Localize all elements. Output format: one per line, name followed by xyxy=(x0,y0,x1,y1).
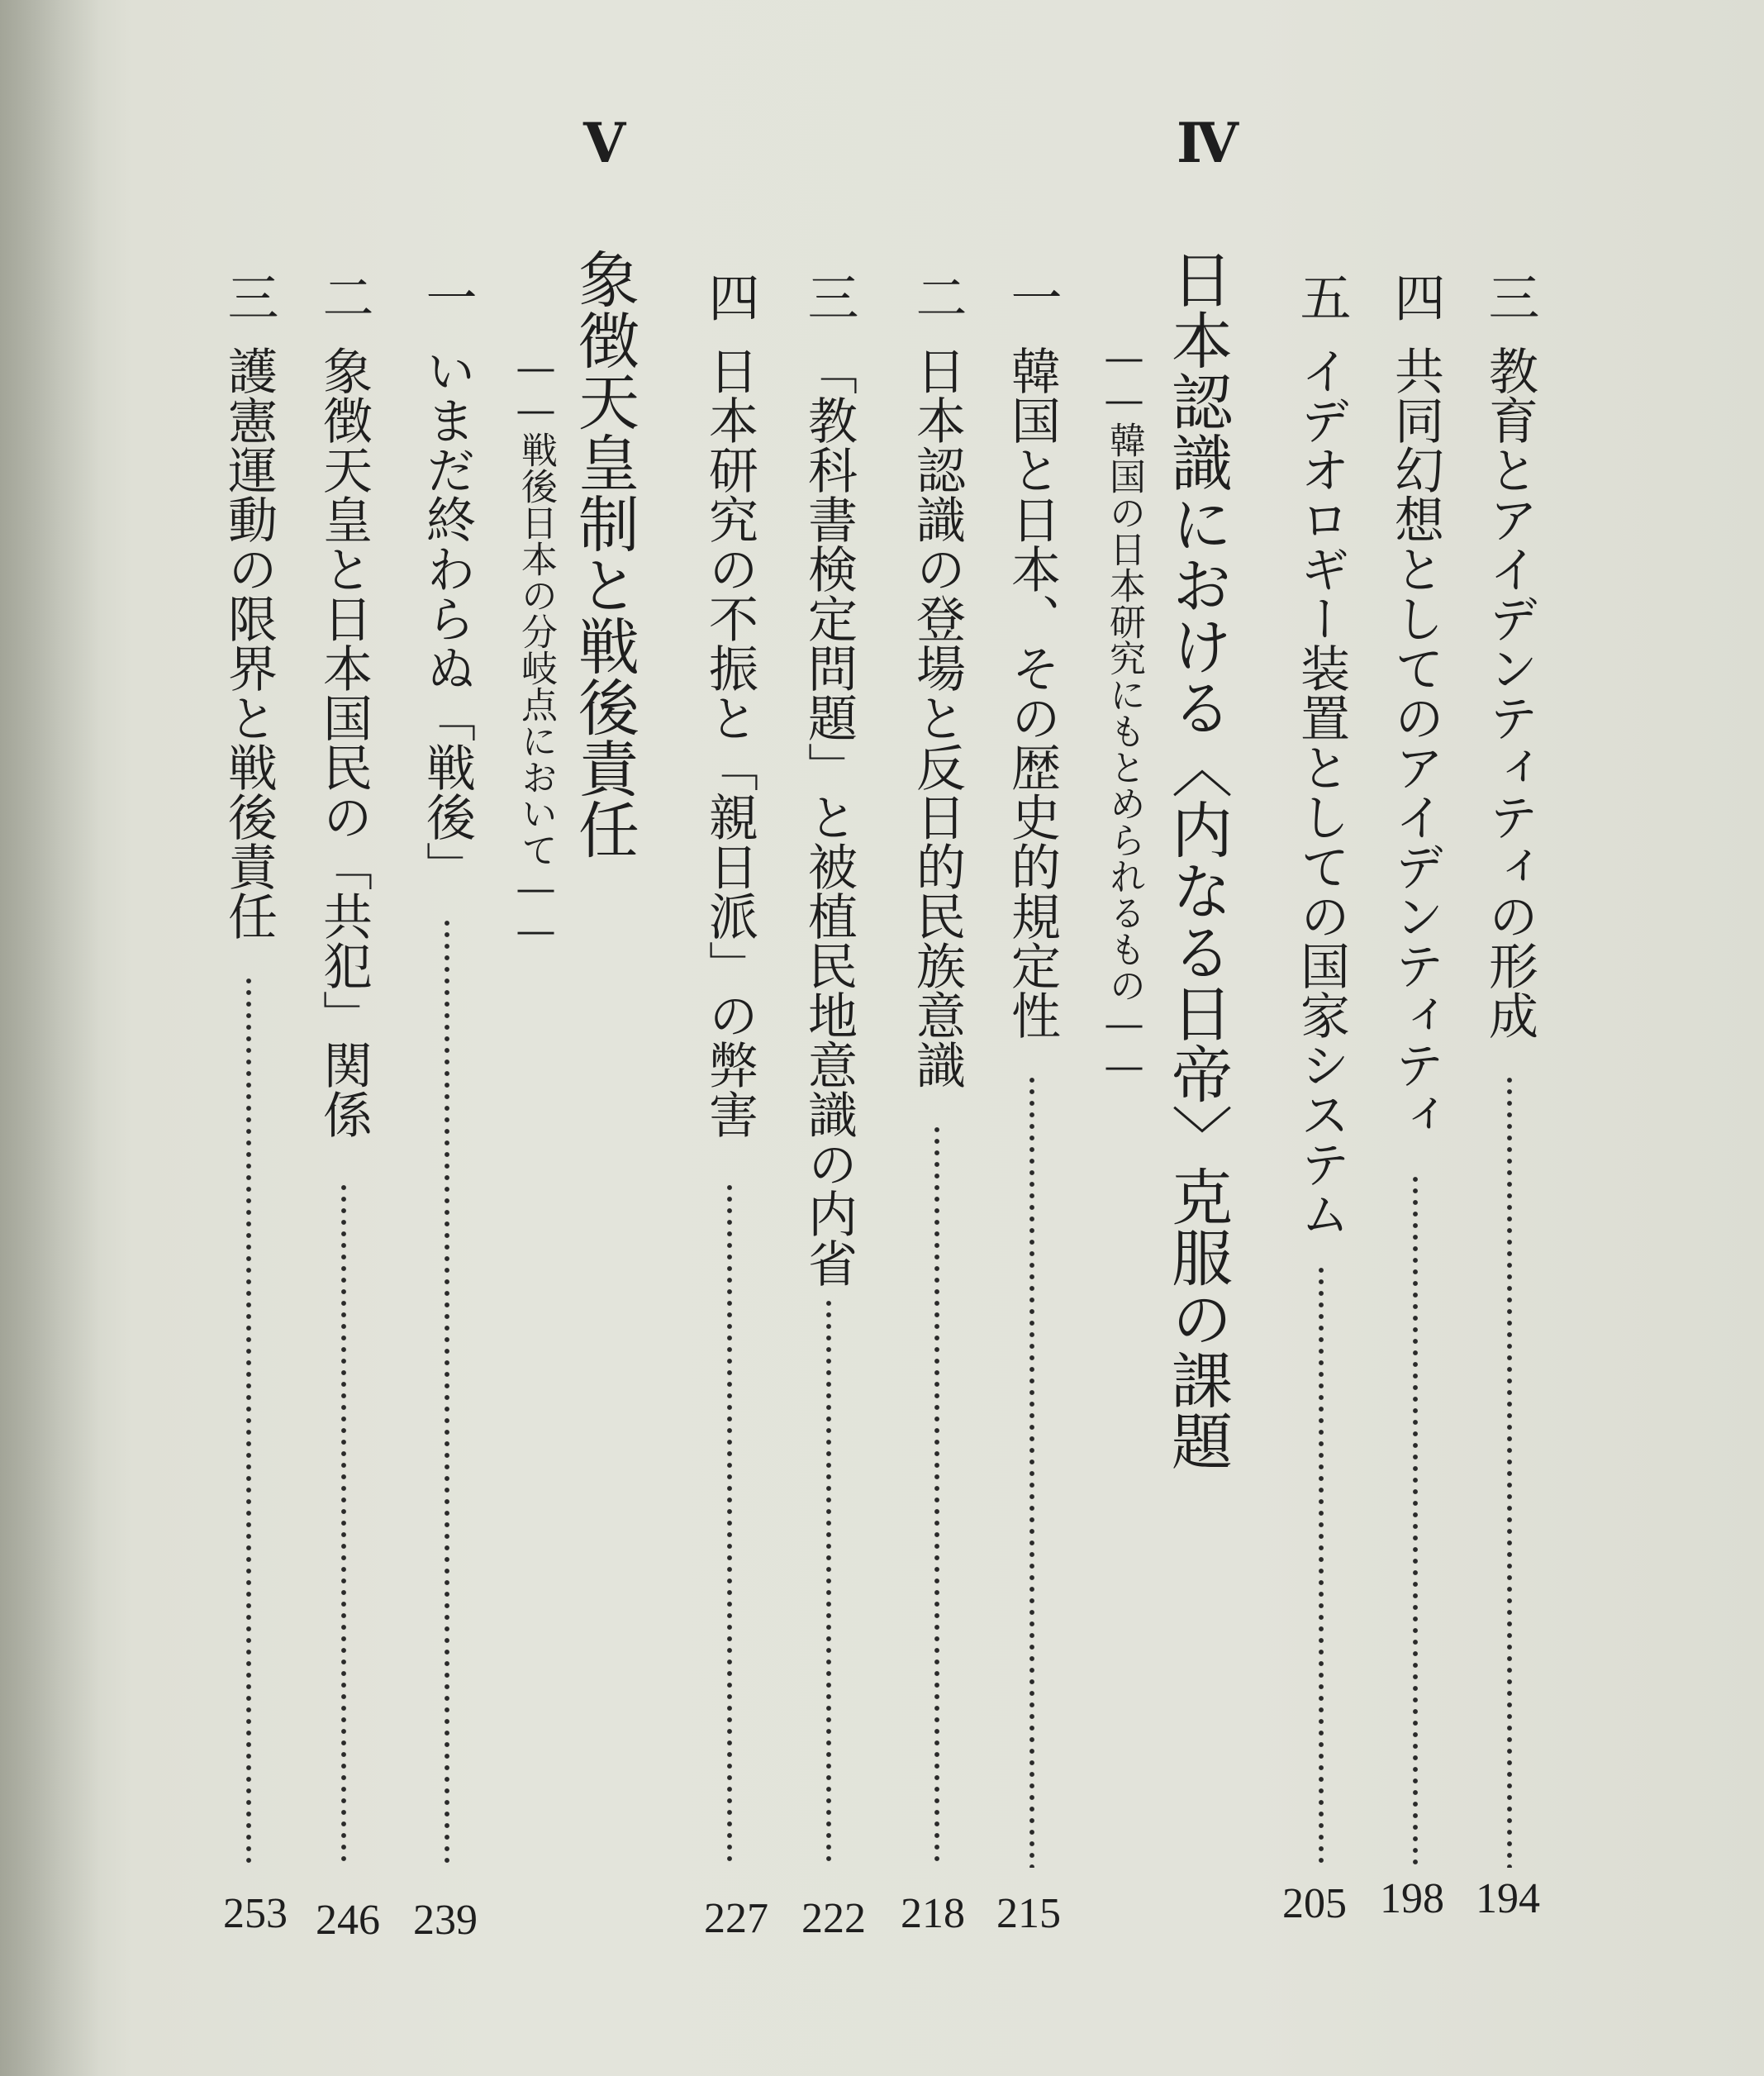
entry-page-number: 215 xyxy=(996,1890,1061,1937)
dot-leader xyxy=(1412,1174,1419,1868)
entry-number: 四 xyxy=(1386,271,1446,322)
part-5-title: 象徴天皇制と戦後責任 xyxy=(568,248,640,859)
part-5-numeral: Ⅴ xyxy=(583,111,626,175)
entry-page-number: 246 xyxy=(316,1897,380,1944)
book-gutter-shadow xyxy=(0,0,99,2076)
entry-page-number: 222 xyxy=(801,1895,866,1942)
entry-number: 二 xyxy=(907,271,968,322)
entry-number: 三 xyxy=(799,271,859,322)
dot-leader xyxy=(1506,1074,1513,1868)
entry-title: 共同幻想としてのアイデンティティ xyxy=(1386,345,1444,1139)
dot-leader xyxy=(1318,1264,1324,1868)
entry-number: 一 xyxy=(417,271,478,322)
entry-page-number: 198 xyxy=(1380,1875,1444,1922)
entry-title: イデオロギー装置としての国家システム xyxy=(1292,345,1350,1238)
entry-number: 四 xyxy=(700,271,760,322)
entry-title: 護憲運動の限界と戦後責任 xyxy=(220,345,278,940)
entry-number: 一 xyxy=(1002,271,1063,322)
entry-page-number: 227 xyxy=(704,1895,768,1942)
entry-title: 教育とアイデンティティの形成 xyxy=(1481,345,1538,1040)
dot-leader xyxy=(340,1182,347,1868)
dot-leader xyxy=(444,917,450,1868)
entry-title: 韓国と日本、その歴史的規定性 xyxy=(1003,345,1061,1040)
entry-page-number: 205 xyxy=(1282,1880,1347,1927)
entry-number: 三 xyxy=(219,271,279,322)
entry-page-number: 218 xyxy=(901,1890,965,1937)
entry-title: 象徴天皇と日本国民の「共犯」関係 xyxy=(315,345,373,1139)
part-4-subtitle: ――韓国の日本研究にもとめられるもの―― xyxy=(1103,337,1145,1088)
entry-number: 二 xyxy=(314,271,374,322)
part-4-numeral: Ⅳ xyxy=(1177,111,1239,175)
part-4-title: 日本認識における〈内なる日帝〉克服の課題 xyxy=(1162,248,1233,1471)
entry-page-number: 239 xyxy=(413,1897,478,1944)
entry-number: 三 xyxy=(1480,271,1540,322)
entry-title: いまだ終わらぬ「戦後」 xyxy=(418,345,476,891)
entry-title: 「教科書検定問題」と被植民地意識の内省 xyxy=(800,345,858,1288)
entry-page-number: 194 xyxy=(1476,1875,1540,1922)
entry-page-number: 253 xyxy=(223,1890,288,1937)
dot-leader xyxy=(825,1298,832,1868)
entry-title: 日本認識の登場と反日的民族意識 xyxy=(908,345,966,1089)
part-5-subtitle: ――戦後日本の分岐点において―― xyxy=(515,347,557,952)
dot-leader xyxy=(1029,1074,1035,1868)
entry-title: 日本研究の不振と「親日派」の弊害 xyxy=(701,345,758,1139)
dot-leader xyxy=(726,1182,733,1868)
entry-number: 五 xyxy=(1291,271,1352,322)
dot-leader xyxy=(245,975,252,1868)
dot-leader xyxy=(934,1124,940,1868)
